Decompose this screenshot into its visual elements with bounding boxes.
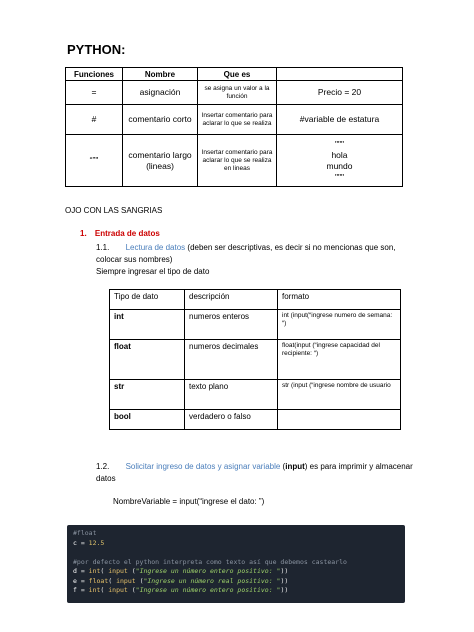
cell-example: #variable de estatura — [277, 105, 403, 135]
cell-desc: numeros enteros — [185, 310, 278, 340]
code-line: d = int( input ("Ingrese un número entero positivo: ")) — [73, 567, 289, 575]
cell-desc: Insertar comentario para aclarar lo que se realiza en lineas — [198, 135, 277, 187]
page-title: PYTHON: — [67, 42, 126, 57]
cell-func: # — [66, 105, 123, 135]
code-function: int — [88, 567, 101, 575]
subsection-line2: Siempre ingresar el tipo de dato — [96, 267, 210, 276]
code-var: e — [73, 576, 77, 585]
cell-name: comentario corto — [123, 105, 198, 135]
section-heading — [80, 229, 160, 238]
example-line: mundo — [326, 160, 353, 171]
table-row — [110, 410, 401, 430]
cell-name: asignación — [123, 81, 198, 105]
cell-desc: texto plano — [185, 380, 278, 410]
section-title: Entrada de datos — [94, 229, 160, 238]
input-keyword: input — [285, 462, 305, 471]
table-header: Que es — [198, 68, 277, 81]
code-function: input — [116, 576, 136, 585]
code-function: float — [88, 576, 109, 585]
code-number: 12.5 — [88, 538, 105, 547]
cell-example — [277, 135, 403, 187]
cell-format — [278, 410, 401, 430]
code-var: d — [73, 567, 77, 575]
table-header: Funciones — [66, 68, 123, 81]
table-header-row — [110, 290, 401, 310]
table-header: formato — [278, 290, 401, 310]
code-comment: #float — [73, 529, 97, 537]
functions-table — [65, 67, 403, 187]
table-row — [110, 340, 401, 380]
example-line: """ — [334, 171, 345, 182]
cell-type: str — [110, 380, 185, 410]
subsection-text: (deben ser descriptivas, es decir si no mencionas que son, colocar sus nombres) — [96, 243, 396, 264]
cell-desc: numeros decimales — [185, 340, 278, 380]
code-string: "Ingrese un número entero positivo: " — [135, 586, 281, 594]
table-row — [66, 81, 403, 105]
code-block — [67, 525, 405, 603]
cell-desc: se asigna un valor a la función — [198, 81, 277, 105]
cell-format: int (input(“ingrese numero de semana: “) — [278, 310, 401, 340]
subsection-link[interactable]: Solicitar ingreso de datos y asignar variable — [125, 462, 281, 471]
subsection-link[interactable]: Lectura de datos — [125, 243, 186, 252]
cell-example: Precio = 20 — [277, 81, 403, 105]
code-line — [73, 539, 399, 549]
subsection-text: ) es para imprimir y almacenar datos — [96, 462, 413, 483]
data-types-table — [109, 289, 401, 430]
code-string: "Ingrese un número real positivo: " — [143, 576, 281, 585]
table-row — [66, 105, 403, 135]
table-header: Tipo de dato — [110, 290, 185, 310]
cell-desc: verdadero o falso — [185, 410, 278, 430]
table-row — [66, 135, 403, 187]
table-row — [110, 310, 401, 340]
cell-func: “”" — [66, 135, 123, 187]
table-row — [110, 380, 401, 410]
code-line: f = int( input ("Ingrese un número entero positivo: ")) — [73, 586, 289, 594]
table-header: descripción — [185, 290, 278, 310]
example-line: hola — [331, 149, 348, 160]
example-line: """ — [334, 138, 345, 149]
cell-type: float — [110, 340, 185, 380]
cell-func: = — [66, 81, 123, 105]
cell-name: comentario largo (lineas) — [123, 135, 198, 187]
table-header-row — [66, 68, 403, 81]
cell-format: str (input (“ingrese nombre de usuario — [278, 380, 401, 410]
code-function: input — [108, 567, 128, 575]
code-comment: #por defecto el python interpreta como texto así que debemos castearlo — [73, 557, 347, 566]
cell-desc: Insertar comentario para aclarar lo que se realiza — [198, 105, 277, 135]
subsection-1-2 — [96, 461, 416, 485]
cell-type: int — [110, 310, 185, 340]
cell-type: bool — [110, 410, 185, 430]
subsection-number: 1.1. — [96, 243, 110, 252]
code-function: int — [88, 586, 101, 594]
code-var: f — [73, 586, 77, 594]
section-number: 1. — [80, 229, 87, 238]
paren-open: ( — [280, 462, 286, 471]
cell-format: float(input (“ingrese capacidad del recipiente: “) — [278, 340, 401, 380]
input-example: NombreVariable = input(“ingrese el dato: ”) — [113, 497, 265, 506]
code-function: input — [108, 586, 128, 594]
subsection-1-1 — [96, 242, 416, 278]
code-op: = — [76, 538, 89, 547]
code-line: e = float( input ("Ingrese un número real positivo: ")) — [73, 576, 289, 585]
indentation-note: OJO CON LAS SANGRIAS — [65, 206, 163, 215]
code-var: c — [73, 538, 77, 547]
table-header — [277, 68, 403, 81]
subsection-number: 1.2. — [96, 462, 110, 471]
code-string: "Ingrese un número entero positivo: " — [135, 567, 281, 575]
table-header: Nombre — [123, 68, 198, 81]
